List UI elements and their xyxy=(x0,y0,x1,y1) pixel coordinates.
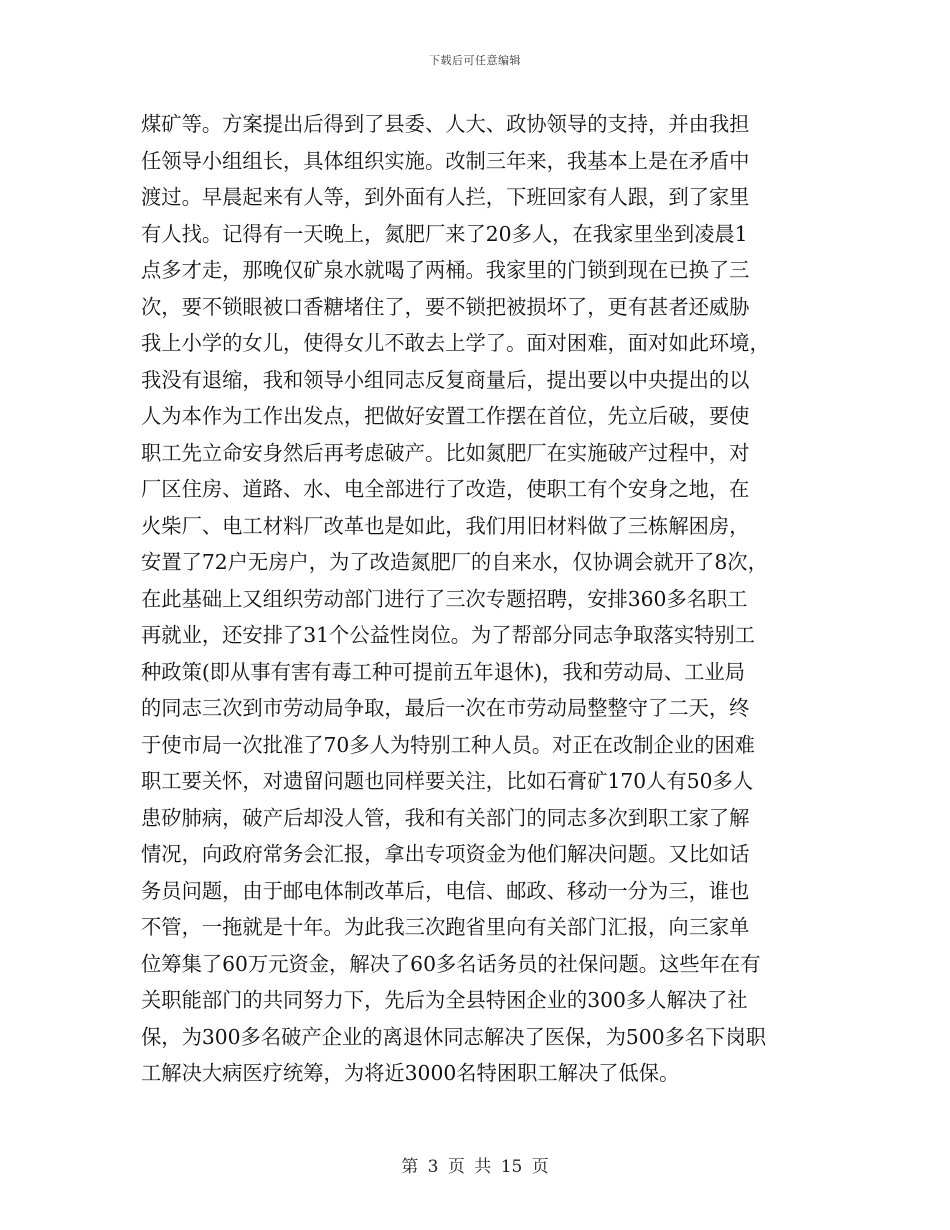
text-line: 再就业，还安排了31个公益性岗位。为了帮部分同志争取落实特别工 xyxy=(141,623,755,647)
text-line: 于使市局一次批准了70多人为特别工种人员。对正在改制企业的困难 xyxy=(141,732,755,757)
text-line: 有人找。记得有一天晚上，氮肥厂来了20多人，在我家里坐到凌晨1 xyxy=(141,221,748,246)
text-line: 务员问题，由于邮电体制改革后，电信、邮政、移动一分为三，谁也 xyxy=(141,878,750,903)
text-line: 次，要不锁眼被口香糖堵住了，要不锁把被损坏了，更有甚者还威胁 xyxy=(141,294,750,319)
page-header: 下载后可任意编辑 xyxy=(429,54,521,67)
text-line: 职工要关怀，对遗留问题也同样要关注，比如石膏矿170人有50多人 xyxy=(141,769,754,793)
body-text xyxy=(141,106,811,1092)
text-line: 的同志三次到市劳动局争取，最后一次在市劳动局整整守了二天，终 xyxy=(141,696,750,720)
text-line: 厂区住房、道路、水、电全部进行了改造，使职工有个安身之地，在 xyxy=(141,477,750,501)
text-line: 患矽肺病，破产后却没人管，我和有关部门的同志多次到职工家了解 xyxy=(141,805,750,830)
text-line: 不管，一拖就是十年。为此我三次跑省里向有关部门汇报，向三家单 xyxy=(141,915,750,939)
text-line: 煤矿等。方案提出后得到了县委、人大、政协领导的支持，并由我担 xyxy=(141,112,750,136)
text-line: 渡过。早晨起来有人等，到外面有人拦，下班回家有人跟，到了家里 xyxy=(141,185,750,209)
text-line: 安置了72户无房户，为了改造氮肥厂的自来水，仅协调会就开了8次， xyxy=(141,550,768,574)
text-line: 人为本作为工作出发点，把做好安置工作摆在首位，先立后破，要使 xyxy=(141,404,750,428)
text-line: 任领导小组组长，具体组织实施。改制三年来，我基本上是在矛盾中 xyxy=(141,148,750,173)
text-line: 位筹集了60万元资金，解决了60多名话务员的社保问题。这些年在有 xyxy=(141,951,761,976)
text-line: 种政策(即从事有害有毒工种可提前五年退休)，我和劳动局、工业局 xyxy=(141,659,745,684)
page-footer: 第 3 页 共 15 页 xyxy=(401,1157,549,1177)
text-line: 职工先立命安身然后再考虑破产。比如氮肥厂在实施破产过程中，对 xyxy=(141,440,750,465)
text-line: 工解决大病医疗统筹，为将近3000名特困职工解决了低保。 xyxy=(141,1061,680,1085)
text-line: 在此基础上又组织劳动部门进行了三次专题招聘，安排360多名职工 xyxy=(141,586,748,611)
text-line: 我没有退缩，我和领导小组同志反复商量后，提出要以中央提出的以 xyxy=(141,367,750,392)
text-line: 点多才走，那晚仅矿泉水就喝了两桶。我家里的门锁到现在已换了三 xyxy=(141,258,750,282)
text-line: 情况，向政府常务会汇报，拿出专项资金为他们解决问题。又比如话 xyxy=(141,842,750,866)
text-line: 我上小学的女儿，使得女儿不敢去上学了。面对困难，面对如此环境， xyxy=(141,331,770,355)
text-line: 火柴厂、电工材料厂改革也是如此，我们用旧材料做了三栋解困房， xyxy=(141,513,750,538)
text-line: 关职能部门的共同努力下，先后为全县特困企业的300多人解决了社 xyxy=(141,988,748,1012)
text-line: 保，为300多名破产企业的离退休同志解决了医保，为500多名下岗职 xyxy=(141,1024,767,1049)
